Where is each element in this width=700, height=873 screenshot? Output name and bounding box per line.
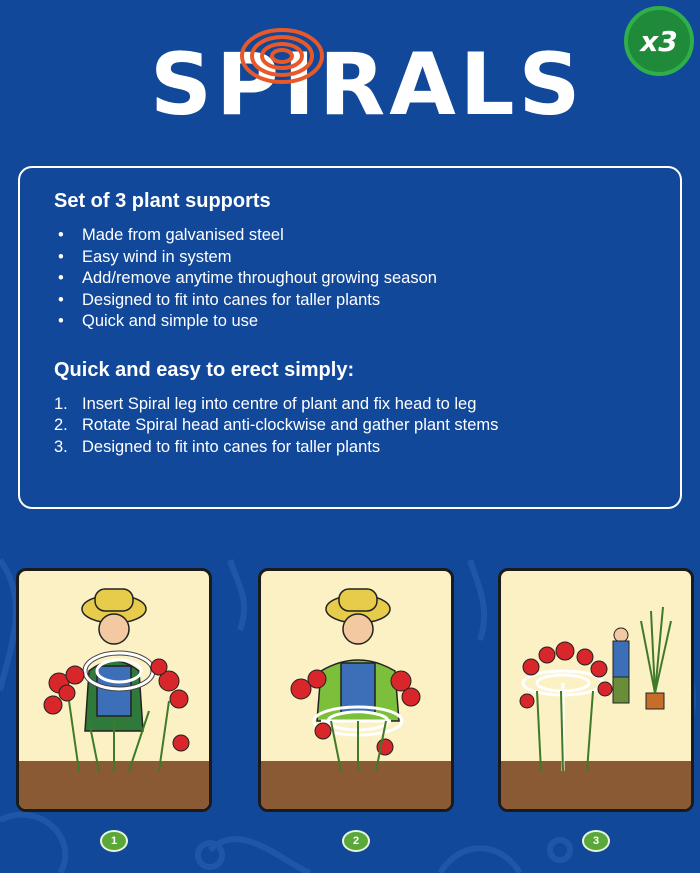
- feature-item: • Add/remove anytime throughout growing season: [54, 268, 646, 290]
- step-3-badge: 3: [582, 830, 610, 852]
- gardener-holding-spiral-illustration: [19, 571, 209, 809]
- instruction-step: [54, 394, 646, 416]
- instructions-list: [54, 394, 646, 459]
- quantity-badge: [624, 6, 694, 76]
- feature-item: • Designed to fit into canes for taller plants: [54, 290, 646, 312]
- step-1-illustration: [16, 568, 212, 812]
- features-heading: Set of 3 plant supports: [54, 190, 271, 212]
- feature-item: • Made from galvanised steel: [54, 225, 646, 247]
- instructions-heading: Quick and easy to erect simply:: [54, 358, 355, 381]
- features-list: [54, 225, 646, 333]
- spiral-logo-icon: [236, 22, 326, 92]
- quantity-badge-text: x3: [640, 24, 678, 58]
- instruction-number: 1.: [54, 394, 68, 413]
- instruction-step: [54, 415, 646, 437]
- brand-logo: [0, 30, 700, 135]
- step-3-illustration: [498, 568, 694, 812]
- step-2-badge: 2: [342, 830, 370, 852]
- spiral-supporting-plants-illustration: [501, 571, 691, 809]
- product-info-box: [18, 166, 682, 509]
- gardener-rotating-spiral-illustration: [261, 571, 451, 809]
- instruction-number: 3.: [54, 437, 68, 456]
- feature-item: • Quick and simple to use: [54, 311, 646, 333]
- instruction-text: Designed to fit into canes for taller plants: [82, 437, 381, 456]
- instruction-step: [54, 437, 646, 459]
- instruction-text: Insert Spiral leg into centre of plant and fix head to leg: [82, 394, 477, 413]
- logo-text: SPIRALS: [150, 35, 585, 135]
- step-2-illustration: [258, 568, 454, 812]
- instruction-number: 2.: [54, 416, 68, 434]
- step-1-badge: 1: [100, 830, 128, 852]
- feature-item: • Easy wind in system: [54, 247, 646, 269]
- instruction-text: Rotate Spiral head anti-clockwise and gather plant stems: [82, 416, 499, 434]
